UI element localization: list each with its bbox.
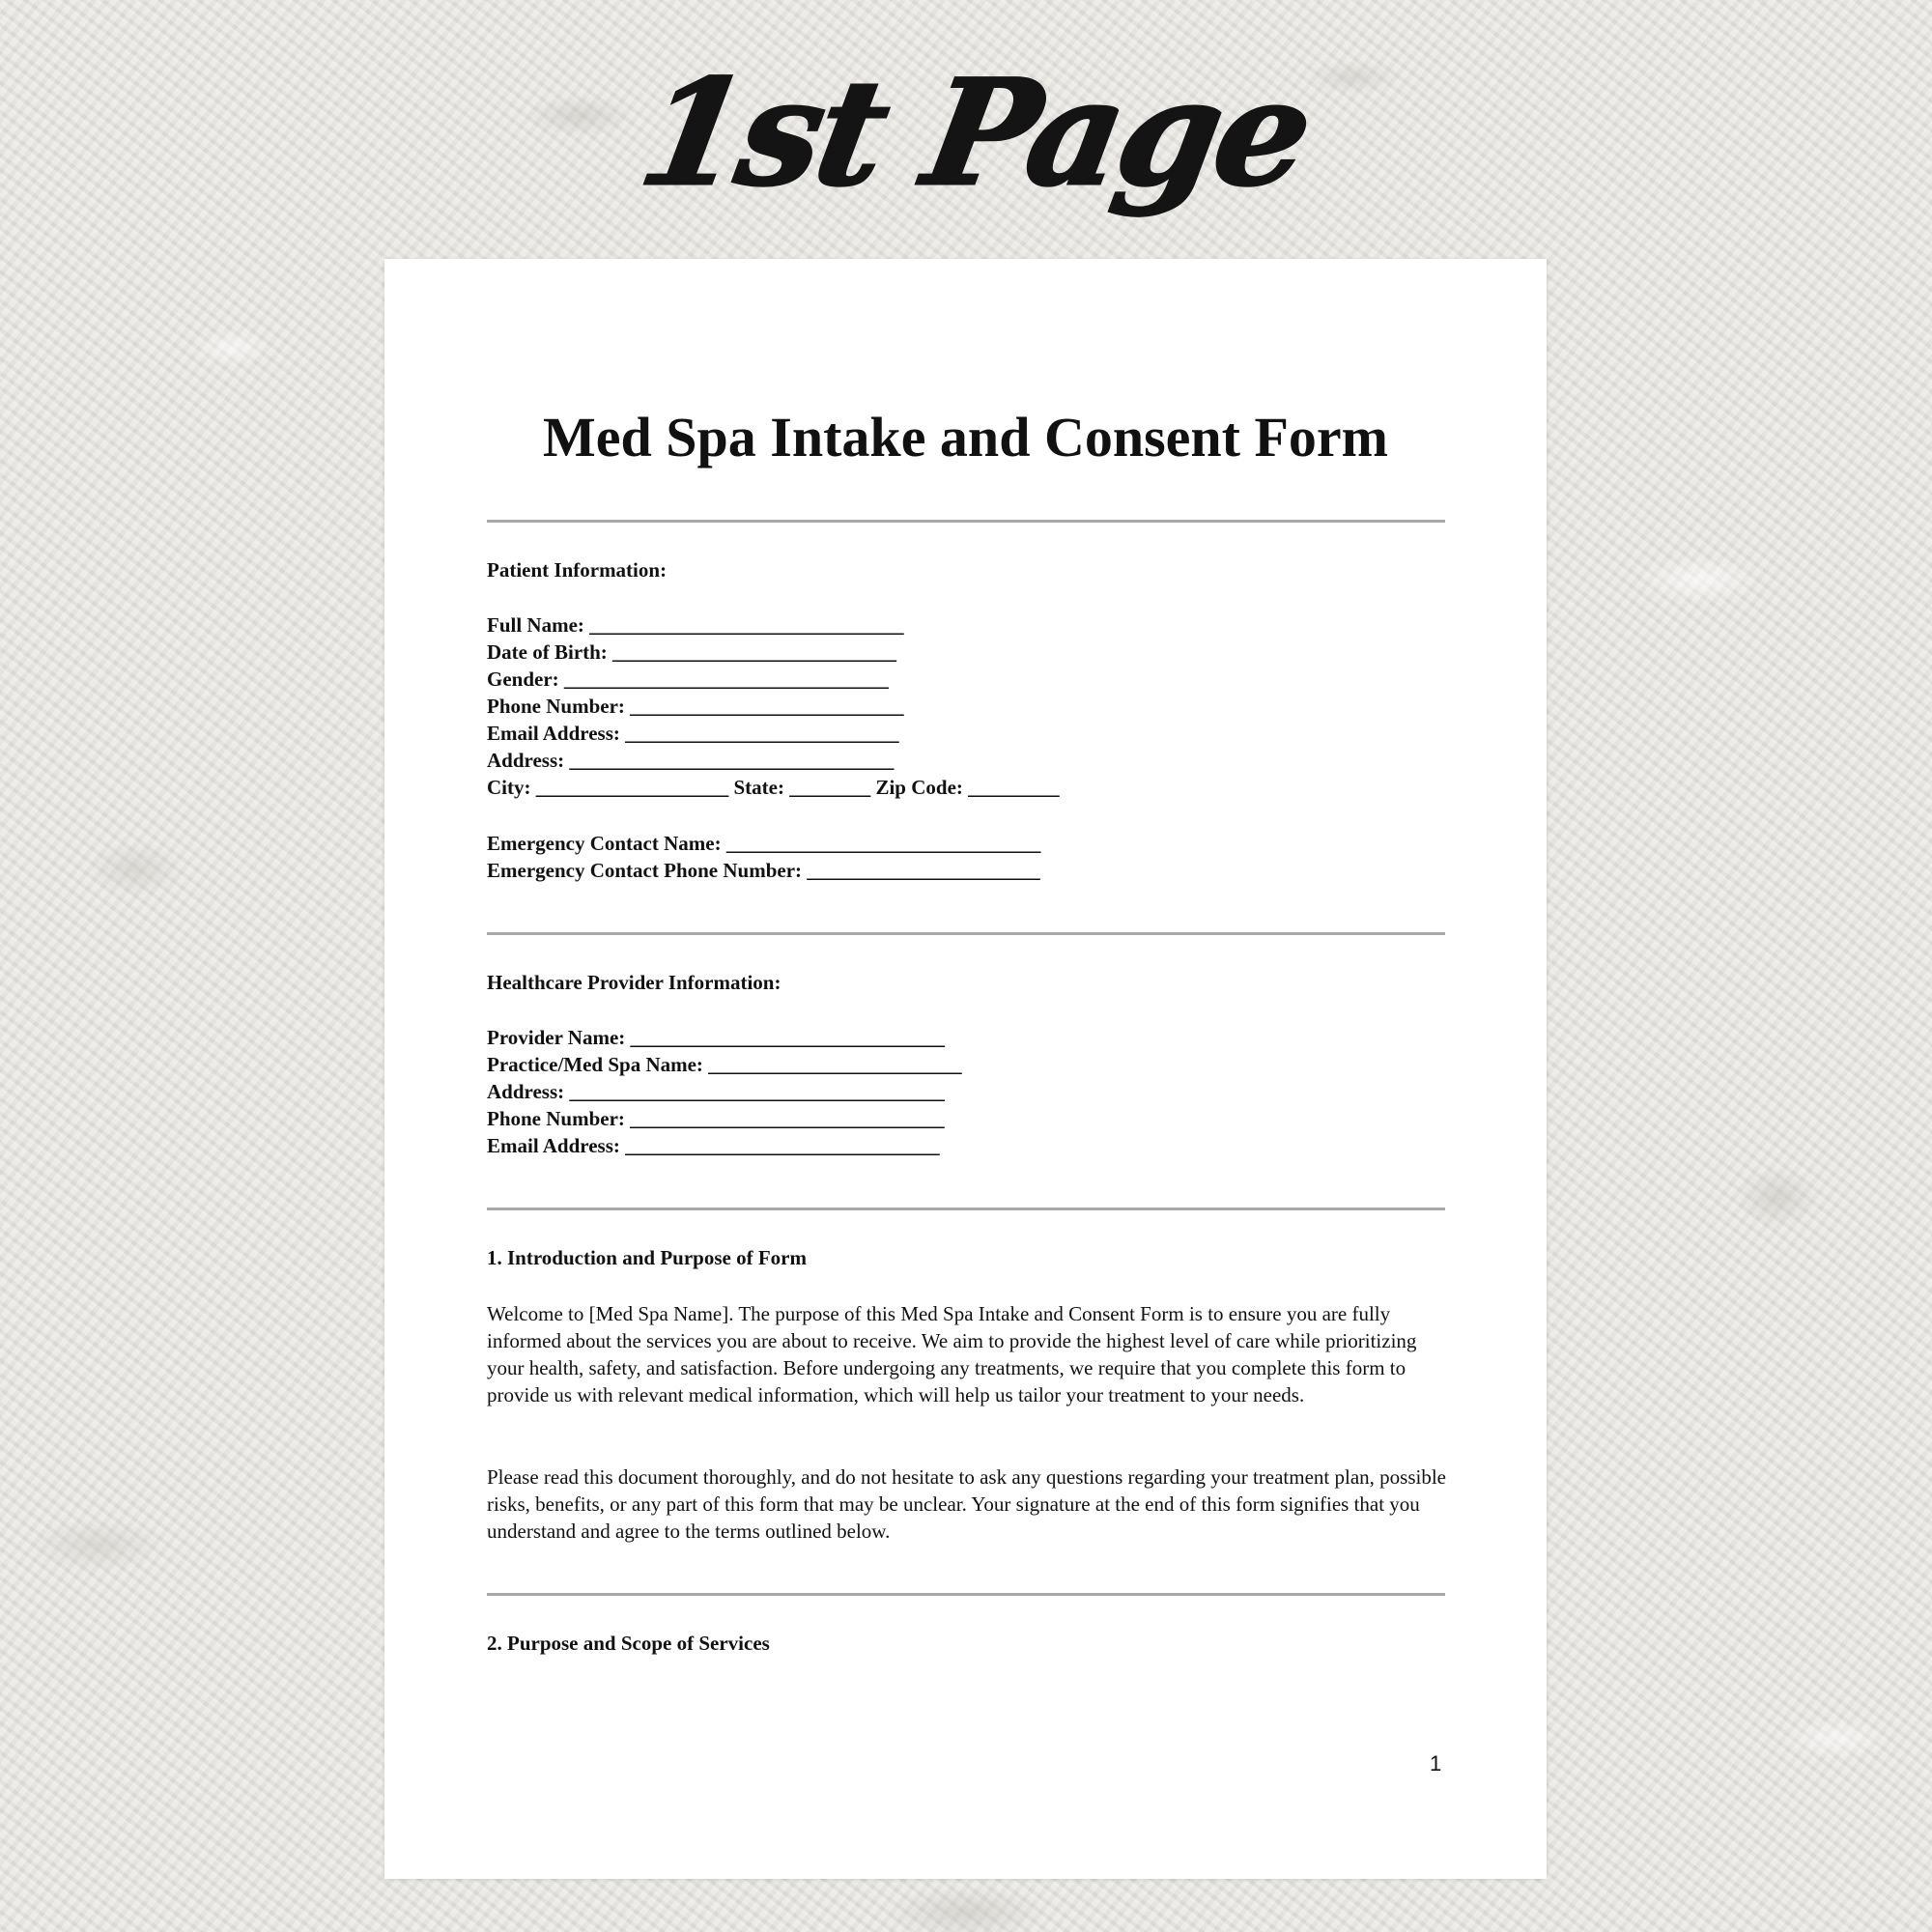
divider <box>487 1208 1445 1210</box>
provider-info-fields <box>487 1024 1443 1159</box>
section-2-heading: 2. Purpose and Scope of Services <box>487 1632 770 1655</box>
email-address-field[interactable]: Email Address: ___________________________ <box>487 722 899 745</box>
date-of-birth-field[interactable]: Date of Birth: ____________________________ <box>487 640 897 664</box>
banner-svg <box>0 19 1932 251</box>
patient-info-fields <box>487 611 1443 801</box>
provider-address-field[interactable]: Address: _____________________________________ <box>487 1080 945 1103</box>
gender-field[interactable]: Gender: ________________________________ <box>487 668 889 691</box>
section-1-paragraph: Welcome to [Med Spa Name]. The purpose of this Med Spa Intake and Consent Form is to ensure you are fully informed about the services you are about to receive. We aim to provide the highest level of care while prioritizing your health, safety, and satisfaction. Before undergoing any treatments, we require that you complete this form to provide us with relevant medical information, which will help us tailor your treatment to your needs. <box>487 1302 1417 1406</box>
provider-email-field[interactable]: Email Address: _______________________________ <box>487 1134 940 1157</box>
practice-name-field[interactable]: Practice/Med Spa Name: _________________________ <box>487 1053 962 1076</box>
emergency-contact-phone-field[interactable]: Emergency Contact Phone Number: _______________________ <box>487 859 1040 882</box>
full-name-field[interactable]: Full Name: _______________________________ <box>487 613 904 637</box>
section-1-paragraph: Please read this document thoroughly, and do not hesitate to ask any questions regarding your treatment plan, possible risks, benefits, or any part of this form that may be unclear. Your signature at the end of this form signifies that you understand and agree to the terms outlined below. <box>487 1465 1446 1543</box>
divider <box>487 520 1445 523</box>
patient-info-heading: Patient Information: <box>487 558 668 582</box>
emergency-contact-name-field[interactable]: Emergency Contact Name: _______________________________ <box>487 832 1041 855</box>
provider-name-field[interactable]: Provider Name: _______________________________ <box>487 1026 946 1049</box>
divider <box>487 932 1445 935</box>
banner-script-heading <box>0 19 1932 251</box>
form-title: Med Spa Intake and Consent Form <box>543 406 1388 469</box>
emergency-contact-fields <box>487 830 1443 884</box>
divider <box>487 1593 1445 1596</box>
document-page <box>384 259 1547 1879</box>
address-field[interactable]: Address: ________________________________ <box>487 749 895 772</box>
phone-number-field[interactable]: Phone Number: ___________________________ <box>487 695 904 718</box>
page-number: 1 <box>1430 1751 1442 1776</box>
city-state-zip-field[interactable]: City: ___________________ State: ________ Zip Code: _________ <box>487 776 1060 799</box>
provider-phone-field[interactable]: Phone Number: _______________________________ <box>487 1107 945 1130</box>
banner-text: 1st Page <box>629 47 1321 218</box>
section-1-heading: 1. Introduction and Purpose of Form <box>487 1246 807 1269</box>
provider-info-heading: Healthcare Provider Information: <box>487 971 781 994</box>
